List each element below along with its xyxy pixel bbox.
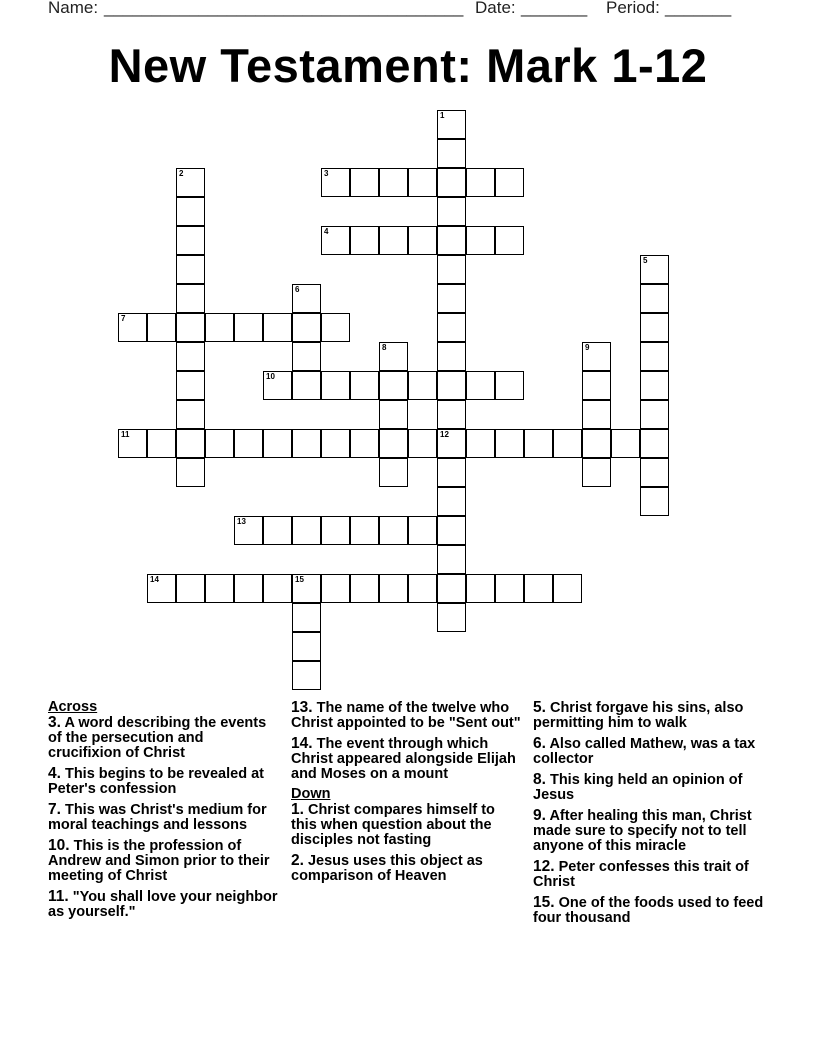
period-label: Period: bbox=[606, 0, 660, 17]
grid-cell[interactable] bbox=[437, 226, 466, 255]
grid-cell[interactable] bbox=[437, 371, 466, 400]
grid-cell[interactable] bbox=[466, 371, 495, 400]
grid-cell[interactable] bbox=[582, 458, 611, 487]
grid-cell[interactable] bbox=[118, 313, 147, 342]
grid-cell[interactable] bbox=[176, 197, 205, 226]
grid-cell[interactable] bbox=[321, 516, 350, 545]
grid-cell[interactable] bbox=[640, 342, 669, 371]
cell-number: 15 bbox=[295, 575, 304, 584]
grid-cell[interactable] bbox=[582, 342, 611, 371]
grid-cell[interactable] bbox=[292, 429, 321, 458]
cell-number: 6 bbox=[295, 285, 300, 294]
grid-cell[interactable] bbox=[321, 168, 350, 197]
grid-cell[interactable] bbox=[176, 255, 205, 284]
clue-across-4: 4. This begins to be revealed at Peter's confession bbox=[48, 765, 264, 797]
clues-column-2 bbox=[291, 700, 523, 889]
grid-cell[interactable] bbox=[437, 342, 466, 371]
cell-number: 12 bbox=[440, 430, 449, 439]
grid-cell[interactable] bbox=[640, 429, 669, 458]
clue-down-5: 5. Christ forgave his sins, also permitting him to walk bbox=[533, 699, 744, 731]
grid-cell[interactable] bbox=[553, 429, 582, 458]
clue-across-11: 11. "You shall love your neighbor as yourself." bbox=[48, 888, 278, 920]
grid-cell[interactable] bbox=[379, 574, 408, 603]
clue-down-6: 6. Also called Mathew, was a tax collector bbox=[533, 735, 756, 767]
name-label: Name: bbox=[48, 0, 99, 17]
grid-cell[interactable] bbox=[379, 516, 408, 545]
grid-cell[interactable] bbox=[176, 284, 205, 313]
grid-cell[interactable] bbox=[176, 313, 205, 342]
grid-cell[interactable] bbox=[408, 574, 437, 603]
grid-cell[interactable] bbox=[292, 313, 321, 342]
grid-cell[interactable] bbox=[495, 574, 524, 603]
grid-cell[interactable] bbox=[350, 168, 379, 197]
cell-number: 14 bbox=[150, 575, 159, 584]
grid-cell[interactable] bbox=[350, 371, 379, 400]
clue-across-13: 13. The name of the twelve who Christ appointed to be "Sent out" bbox=[291, 699, 521, 731]
grid-cell[interactable] bbox=[640, 371, 669, 400]
across-heading: Across bbox=[48, 699, 98, 715]
cell-number: 11 bbox=[121, 430, 130, 439]
grid-cell[interactable] bbox=[379, 458, 408, 487]
clue-down-8: 8. This king held an opinion of Jesus bbox=[533, 771, 743, 803]
cell-number: 4 bbox=[324, 227, 329, 236]
name-line[interactable]: ______________________________________ bbox=[104, 0, 464, 17]
grid-cell[interactable] bbox=[408, 168, 437, 197]
clue-across-7: 7. This was Christ's medium for moral teachings and lessons bbox=[48, 801, 267, 833]
grid-cell[interactable] bbox=[408, 429, 437, 458]
grid-cell[interactable] bbox=[437, 284, 466, 313]
grid-cell[interactable] bbox=[147, 313, 176, 342]
cell-number: 10 bbox=[266, 372, 275, 381]
grid-cell[interactable] bbox=[408, 516, 437, 545]
grid-cell[interactable] bbox=[147, 429, 176, 458]
grid-cell[interactable] bbox=[437, 429, 466, 458]
grid-cell[interactable] bbox=[176, 429, 205, 458]
grid-cell[interactable] bbox=[234, 574, 263, 603]
grid-cell[interactable] bbox=[292, 284, 321, 313]
grid-cell[interactable] bbox=[437, 168, 466, 197]
grid-cell[interactable] bbox=[379, 342, 408, 371]
grid-cell[interactable] bbox=[553, 574, 582, 603]
grid-cell[interactable] bbox=[321, 371, 350, 400]
grid-cell[interactable] bbox=[437, 400, 466, 429]
grid-cell[interactable] bbox=[118, 429, 147, 458]
grid-cell[interactable] bbox=[147, 574, 176, 603]
grid-cell[interactable] bbox=[263, 429, 292, 458]
cell-number: 9 bbox=[585, 343, 590, 352]
grid-cell[interactable] bbox=[640, 255, 669, 284]
page-title: New Testament: Mark 1-12 bbox=[108, 39, 708, 92]
grid-cell[interactable] bbox=[408, 371, 437, 400]
grid-cell[interactable] bbox=[466, 429, 495, 458]
grid-cell[interactable] bbox=[263, 371, 292, 400]
grid-cell[interactable] bbox=[234, 313, 263, 342]
grid-cell[interactable] bbox=[379, 226, 408, 255]
grid-cell[interactable] bbox=[437, 255, 466, 284]
grid-cell[interactable] bbox=[321, 574, 350, 603]
date-line[interactable]: _______ bbox=[521, 0, 588, 17]
grid-cell[interactable] bbox=[379, 168, 408, 197]
clues-column-1 bbox=[48, 700, 280, 925]
grid-cell[interactable] bbox=[495, 429, 524, 458]
grid-cell[interactable] bbox=[321, 429, 350, 458]
cell-number: 3 bbox=[324, 169, 329, 178]
grid-cell[interactable] bbox=[321, 226, 350, 255]
clue-down-2: 2. Jesus uses this object as comparison of Heaven bbox=[291, 852, 483, 884]
grid-cell[interactable] bbox=[640, 313, 669, 342]
clues-column-3 bbox=[533, 700, 765, 931]
grid-cell[interactable] bbox=[524, 429, 553, 458]
grid-cell[interactable] bbox=[640, 458, 669, 487]
grid-cell[interactable] bbox=[582, 371, 611, 400]
grid-cell[interactable] bbox=[437, 603, 466, 632]
grid-cell[interactable] bbox=[205, 574, 234, 603]
grid-cell[interactable] bbox=[437, 574, 466, 603]
grid-cell[interactable] bbox=[437, 516, 466, 545]
grid-cell[interactable] bbox=[292, 603, 321, 632]
grid-cell[interactable] bbox=[379, 429, 408, 458]
clue-across-14: 14. The event through which Christ appeared alongside Elijah and Moses on a mount bbox=[291, 735, 516, 782]
grid-cell[interactable] bbox=[292, 574, 321, 603]
down-heading: Down bbox=[291, 786, 331, 802]
grid-cell[interactable] bbox=[640, 487, 669, 516]
clue-down-1: 1. Christ compares himself to this when question about the disciples not fasting bbox=[291, 801, 495, 848]
grid-cell[interactable] bbox=[205, 313, 234, 342]
grid-cell[interactable] bbox=[495, 226, 524, 255]
cell-number: 5 bbox=[643, 256, 648, 265]
grid-cell[interactable] bbox=[466, 168, 495, 197]
grid-cell[interactable] bbox=[176, 168, 205, 197]
grid-cell[interactable] bbox=[640, 400, 669, 429]
grid-cell[interactable] bbox=[292, 371, 321, 400]
grid-cell[interactable] bbox=[350, 429, 379, 458]
grid-cell[interactable] bbox=[437, 313, 466, 342]
grid-cell[interactable] bbox=[263, 313, 292, 342]
grid-cell[interactable] bbox=[437, 110, 466, 139]
grid-cell[interactable] bbox=[379, 400, 408, 429]
grid-cell[interactable] bbox=[437, 487, 466, 516]
grid-cell[interactable] bbox=[495, 168, 524, 197]
clue-down-15: 15. One of the foods used to feed four thousand bbox=[533, 894, 764, 926]
grid-cell[interactable] bbox=[350, 516, 379, 545]
grid-cell[interactable] bbox=[205, 429, 234, 458]
grid-cell[interactable] bbox=[176, 458, 205, 487]
grid-cell[interactable] bbox=[292, 632, 321, 661]
grid-cell[interactable] bbox=[437, 197, 466, 226]
grid-cell[interactable] bbox=[292, 342, 321, 371]
grid-cell[interactable] bbox=[466, 226, 495, 255]
cell-number: 13 bbox=[237, 517, 246, 526]
grid-cell[interactable] bbox=[611, 429, 640, 458]
clue-across-3: 3. A word describing the events of the persecution and crucifixion of Christ bbox=[48, 714, 267, 761]
grid-cell[interactable] bbox=[437, 139, 466, 168]
grid-cell[interactable] bbox=[321, 313, 350, 342]
cell-number: 7 bbox=[121, 314, 126, 323]
grid-cell[interactable] bbox=[524, 574, 553, 603]
grid-cell[interactable] bbox=[495, 371, 524, 400]
grid-cell[interactable] bbox=[176, 574, 205, 603]
grid-cell[interactable] bbox=[379, 371, 408, 400]
grid-cell[interactable] bbox=[437, 458, 466, 487]
grid-cell[interactable] bbox=[176, 226, 205, 255]
clue-across-10: 10. This is the profession of Andrew and Simon prior to their meeting of Christ bbox=[48, 837, 270, 884]
grid-cell[interactable] bbox=[176, 371, 205, 400]
grid-cell[interactable] bbox=[437, 545, 466, 574]
grid-cell[interactable] bbox=[466, 574, 495, 603]
clue-down-12: 12. Peter confesses this trait of Christ bbox=[533, 858, 749, 890]
grid-cell[interactable] bbox=[263, 574, 292, 603]
cell-number: 8 bbox=[382, 343, 387, 352]
grid-cell[interactable] bbox=[292, 516, 321, 545]
grid-cell[interactable] bbox=[640, 284, 669, 313]
clue-down-9: 9. After healing this man, Christ made sure to specify not to tell anyone of this miracle bbox=[533, 807, 752, 854]
period-line[interactable]: _______ bbox=[665, 0, 732, 17]
grid-cell[interactable] bbox=[408, 226, 437, 255]
grid-cell[interactable] bbox=[350, 574, 379, 603]
grid-cell[interactable] bbox=[176, 342, 205, 371]
cell-number: 2 bbox=[179, 169, 184, 178]
cell-number: 1 bbox=[440, 111, 445, 120]
date-label: Date: bbox=[475, 0, 516, 17]
grid-cell[interactable] bbox=[234, 429, 263, 458]
grid-cell[interactable] bbox=[263, 516, 292, 545]
grid-cell[interactable] bbox=[176, 400, 205, 429]
grid-cell[interactable] bbox=[582, 429, 611, 458]
grid-cell[interactable] bbox=[350, 226, 379, 255]
grid-cell[interactable] bbox=[582, 400, 611, 429]
grid-cell[interactable] bbox=[292, 661, 321, 690]
grid-cell[interactable] bbox=[234, 516, 263, 545]
